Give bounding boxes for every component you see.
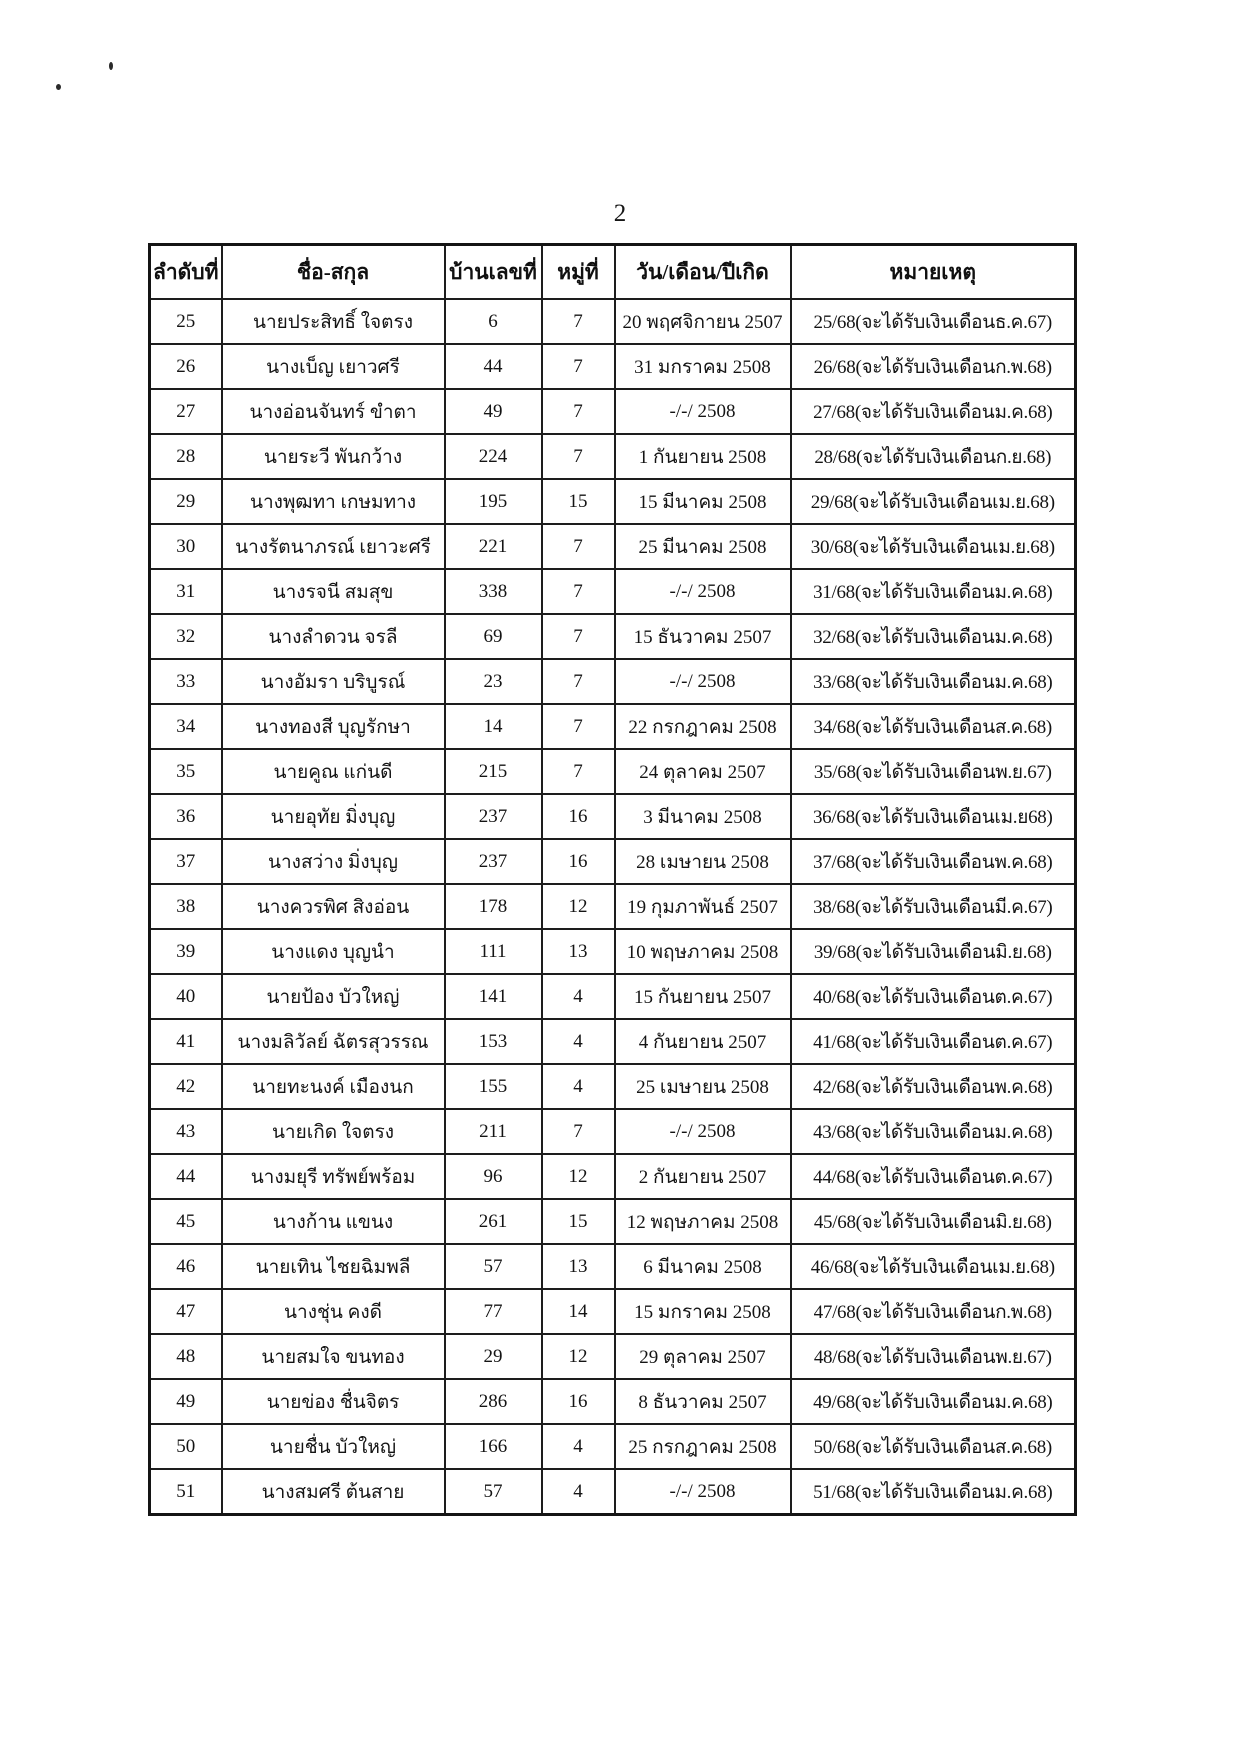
cell-birth-date: -/-/ 2508 [615,389,791,434]
table-row [150,704,1076,749]
cell-moo: 15 [542,479,615,524]
cell-birth-date: 15 มกราคม 2508 [615,1289,791,1334]
cell-house-no: 111 [445,929,542,974]
cell-house-no: 155 [445,1064,542,1109]
cell-name: นางมลิวัลย์ ฉัตรสุวรรณ [222,1019,445,1064]
cell-remark: 33/68(จะได้รับเงินเดือนม.ค.68) [791,659,1076,704]
cell-remark: 50/68(จะได้รับเงินเดือนส.ค.68) [791,1424,1076,1469]
cell-order-no: 47 [150,1289,222,1334]
cell-order-no: 30 [150,524,222,569]
cell-birth-date: -/-/ 2508 [615,659,791,704]
cell-name: นางทองสี บุญรักษา [222,704,445,749]
cell-name: นายทะนงค์ เมืองนก [222,1064,445,1109]
cell-moo: 7 [542,524,615,569]
cell-house-no: 44 [445,344,542,389]
cell-remark: 35/68(จะได้รับเงินเดือนพ.ย.67) [791,749,1076,794]
cell-birth-date: 29 ตุลาคม 2507 [615,1334,791,1379]
table-row [150,1019,1076,1064]
cell-name: นางสว่าง มิ่งบุญ [222,839,445,884]
cell-order-no: 32 [150,614,222,659]
cell-remark: 29/68(จะได้รับเงินเดือนเม.ย.68) [791,479,1076,524]
scan-speck [109,62,113,70]
cell-moo: 16 [542,839,615,884]
cell-moo: 4 [542,1064,615,1109]
cell-name: นางเบ็ญ เยาวศรี [222,344,445,389]
cell-remark: 49/68(จะได้รับเงินเดือนม.ค.68) [791,1379,1076,1424]
table-row [150,1154,1076,1199]
cell-remark: 34/68(จะได้รับเงินเดือนส.ค.68) [791,704,1076,749]
cell-moo: 7 [542,704,615,749]
cell-name: นายสมใจ ขนทอง [222,1334,445,1379]
cell-moo: 4 [542,974,615,1019]
cell-moo: 12 [542,1334,615,1379]
cell-name: นางพุฒทา เกษมทาง [222,479,445,524]
header-birth-date: วัน/เดือน/ปีเกิด [615,245,791,300]
cell-order-no: 41 [150,1019,222,1064]
cell-moo: 7 [542,659,615,704]
cell-house-no: 237 [445,839,542,884]
cell-name: นางรัตนาภรณ์ เยาวะศรี [222,524,445,569]
cell-order-no: 40 [150,974,222,1019]
cell-house-no: 221 [445,524,542,569]
cell-remark: 39/68(จะได้รับเงินเดือนมิ.ย.68) [791,929,1076,974]
table-row [150,659,1076,704]
header-remark: หมายเหตุ [791,245,1076,300]
cell-order-no: 25 [150,299,222,344]
cell-name: นายคูณ แก่นดี [222,749,445,794]
cell-birth-date: -/-/ 2508 [615,569,791,614]
cell-house-no: 224 [445,434,542,479]
cell-order-no: 42 [150,1064,222,1109]
cell-name: นายชื่น บัวใหญ่ [222,1424,445,1469]
cell-remark: 25/68(จะได้รับเงินเดือนธ.ค.67) [791,299,1076,344]
cell-house-no: 23 [445,659,542,704]
cell-order-no: 51 [150,1469,222,1515]
cell-remark: 27/68(จะได้รับเงินเดือนม.ค.68) [791,389,1076,434]
cell-remark: 46/68(จะได้รับเงินเดือนเม.ย.68) [791,1244,1076,1289]
table-row [150,1469,1076,1515]
cell-order-no: 45 [150,1199,222,1244]
cell-moo: 7 [542,299,615,344]
cell-birth-date: 1 กันยายน 2508 [615,434,791,479]
cell-house-no: 29 [445,1334,542,1379]
cell-remark: 38/68(จะได้รับเงินเดือนมี.ค.67) [791,884,1076,929]
cell-name: นายอุทัย มิ่งบุญ [222,794,445,839]
cell-order-no: 38 [150,884,222,929]
cell-house-no: 57 [445,1469,542,1515]
cell-house-no: 237 [445,794,542,839]
cell-birth-date: 22 กรกฎาคม 2508 [615,704,791,749]
table-row [150,479,1076,524]
cell-birth-date: 8 ธันวาคม 2507 [615,1379,791,1424]
cell-moo: 12 [542,1154,615,1199]
cell-birth-date: 28 เมษายน 2508 [615,839,791,884]
cell-moo: 13 [542,1244,615,1289]
table-row [150,344,1076,389]
cell-name: นายเกิด ใจตรง [222,1109,445,1154]
cell-remark: 43/68(จะได้รับเงินเดือนม.ค.68) [791,1109,1076,1154]
table-row [150,524,1076,569]
cell-moo: 7 [542,614,615,659]
cell-order-no: 29 [150,479,222,524]
cell-name: นางแดง บุญนำ [222,929,445,974]
cell-order-no: 33 [150,659,222,704]
cell-house-no: 6 [445,299,542,344]
table-row [150,1334,1076,1379]
cell-name: นางชุ่น คงดี [222,1289,445,1334]
header-moo: หมู่ที่ [542,245,615,300]
cell-name: นายเทิน ไชยฉิมพลี [222,1244,445,1289]
cell-order-no: 43 [150,1109,222,1154]
cell-name: นางรจนี สมสุข [222,569,445,614]
cell-remark: 36/68(จะได้รับเงินเดือนเม.ย68) [791,794,1076,839]
cell-order-no: 28 [150,434,222,479]
cell-birth-date: 25 กรกฎาคม 2508 [615,1424,791,1469]
beneficiary-roster-table [148,243,1077,1516]
cell-name: นายป้อง บัวใหญ่ [222,974,445,1019]
table-row [150,1289,1076,1334]
table-row [150,1109,1076,1154]
cell-birth-date: 2 กันยายน 2507 [615,1154,791,1199]
header-house-no: บ้านเลขที่ [445,245,542,300]
cell-moo: 13 [542,929,615,974]
table-row [150,1424,1076,1469]
cell-house-no: 338 [445,569,542,614]
cell-remark: 48/68(จะได้รับเงินเดือนพ.ย.67) [791,1334,1076,1379]
cell-remark: 47/68(จะได้รับเงินเดือนก.พ.68) [791,1289,1076,1334]
cell-birth-date: 25 มีนาคม 2508 [615,524,791,569]
cell-house-no: 57 [445,1244,542,1289]
table-row [150,749,1076,794]
cell-remark: 30/68(จะได้รับเงินเดือนเม.ย.68) [791,524,1076,569]
table-row [150,434,1076,479]
header-order-no: ลำดับที่ [150,245,222,300]
cell-remark: 40/68(จะได้รับเงินเดือนต.ค.67) [791,974,1076,1019]
cell-moo: 7 [542,1109,615,1154]
cell-house-no: 215 [445,749,542,794]
cell-remark: 51/68(จะได้รับเงินเดือนม.ค.68) [791,1469,1076,1515]
table-row [150,614,1076,659]
table-row [150,299,1076,344]
table-row [150,794,1076,839]
table-row [150,839,1076,884]
cell-moo: 4 [542,1019,615,1064]
cell-moo: 15 [542,1199,615,1244]
cell-order-no: 35 [150,749,222,794]
cell-moo: 7 [542,389,615,434]
cell-order-no: 34 [150,704,222,749]
cell-name: นางควรพิศ สิงอ่อน [222,884,445,929]
cell-remark: 26/68(จะได้รับเงินเดือนก.พ.68) [791,344,1076,389]
cell-house-no: 14 [445,704,542,749]
cell-moo: 4 [542,1424,615,1469]
cell-name: นายระวี พันกว้าง [222,434,445,479]
cell-birth-date: 3 มีนาคม 2508 [615,794,791,839]
cell-birth-date: 15 มีนาคม 2508 [615,479,791,524]
cell-moo: 7 [542,434,615,479]
cell-house-no: 69 [445,614,542,659]
cell-birth-date: -/-/ 2508 [615,1109,791,1154]
cell-house-no: 141 [445,974,542,1019]
cell-remark: 41/68(จะได้รับเงินเดือนต.ค.67) [791,1019,1076,1064]
cell-birth-date: 31 มกราคม 2508 [615,344,791,389]
cell-remark: 32/68(จะได้รับเงินเดือนม.ค.68) [791,614,1076,659]
cell-order-no: 26 [150,344,222,389]
cell-order-no: 49 [150,1379,222,1424]
cell-house-no: 49 [445,389,542,434]
cell-order-no: 44 [150,1154,222,1199]
cell-birth-date: 12 พฤษภาคม 2508 [615,1199,791,1244]
cell-house-no: 211 [445,1109,542,1154]
table-row [150,929,1076,974]
cell-moo: 7 [542,344,615,389]
cell-birth-date: 20 พฤศจิกายน 2507 [615,299,791,344]
table-row [150,389,1076,434]
cell-birth-date: 6 มีนาคม 2508 [615,1244,791,1289]
cell-house-no: 153 [445,1019,542,1064]
cell-birth-date: 4 กันยายน 2507 [615,1019,791,1064]
cell-moo: 4 [542,1469,615,1515]
scan-speck [56,84,61,90]
cell-moo: 7 [542,749,615,794]
cell-birth-date: 19 กุมภาพันธ์ 2507 [615,884,791,929]
cell-name: นายข่อง ชื่นจิตร [222,1379,445,1424]
cell-house-no: 261 [445,1199,542,1244]
cell-remark: 44/68(จะได้รับเงินเดือนต.ค.67) [791,1154,1076,1199]
cell-birth-date: 15 ธันวาคม 2507 [615,614,791,659]
cell-birth-date: 25 เมษายน 2508 [615,1064,791,1109]
cell-order-no: 39 [150,929,222,974]
cell-remark: 45/68(จะได้รับเงินเดือนมิ.ย.68) [791,1199,1076,1244]
cell-order-no: 27 [150,389,222,434]
cell-remark: 31/68(จะได้รับเงินเดือนม.ค.68) [791,569,1076,614]
table-row [150,569,1076,614]
cell-order-no: 50 [150,1424,222,1469]
cell-name: นางอัมรา บริบูรณ์ [222,659,445,704]
cell-birth-date: 10 พฤษภาคม 2508 [615,929,791,974]
table-row [150,1064,1076,1109]
cell-birth-date: 24 ตุลาคม 2507 [615,749,791,794]
table-row [150,1199,1076,1244]
cell-name: นางสมศรี ต้นสาย [222,1469,445,1515]
cell-remark: 42/68(จะได้รับเงินเดือนพ.ค.68) [791,1064,1076,1109]
cell-order-no: 31 [150,569,222,614]
header-name: ชื่อ-สกุล [222,245,445,300]
cell-order-no: 46 [150,1244,222,1289]
cell-moo: 14 [542,1289,615,1334]
cell-name: นายประสิทธิ์ ใจตรง [222,299,445,344]
cell-name: นางอ่อนจันทร์ ขำตา [222,389,445,434]
cell-birth-date: -/-/ 2508 [615,1469,791,1515]
cell-name: นางมยุรี ทรัพย์พร้อม [222,1154,445,1199]
cell-order-no: 48 [150,1334,222,1379]
cell-house-no: 195 [445,479,542,524]
cell-house-no: 77 [445,1289,542,1334]
cell-name: นางก้าน แขนง [222,1199,445,1244]
cell-moo: 7 [542,569,615,614]
cell-name: นางลำดวน จรลี [222,614,445,659]
cell-moo: 12 [542,884,615,929]
cell-order-no: 36 [150,794,222,839]
table-row [150,1379,1076,1424]
cell-remark: 37/68(จะได้รับเงินเดือนพ.ค.68) [791,839,1076,884]
page-number: 2 [613,200,627,227]
table-row [150,884,1076,929]
table-row [150,974,1076,1019]
cell-moo: 16 [542,794,615,839]
cell-house-no: 286 [445,1379,542,1424]
table-row [150,1244,1076,1289]
cell-moo: 16 [542,1379,615,1424]
cell-house-no: 178 [445,884,542,929]
cell-birth-date: 15 กันยายน 2507 [615,974,791,1019]
cell-remark: 28/68(จะได้รับเงินเดือนก.ย.68) [791,434,1076,479]
table-header-row [150,245,1076,300]
cell-house-no: 96 [445,1154,542,1199]
cell-house-no: 166 [445,1424,542,1469]
cell-order-no: 37 [150,839,222,884]
